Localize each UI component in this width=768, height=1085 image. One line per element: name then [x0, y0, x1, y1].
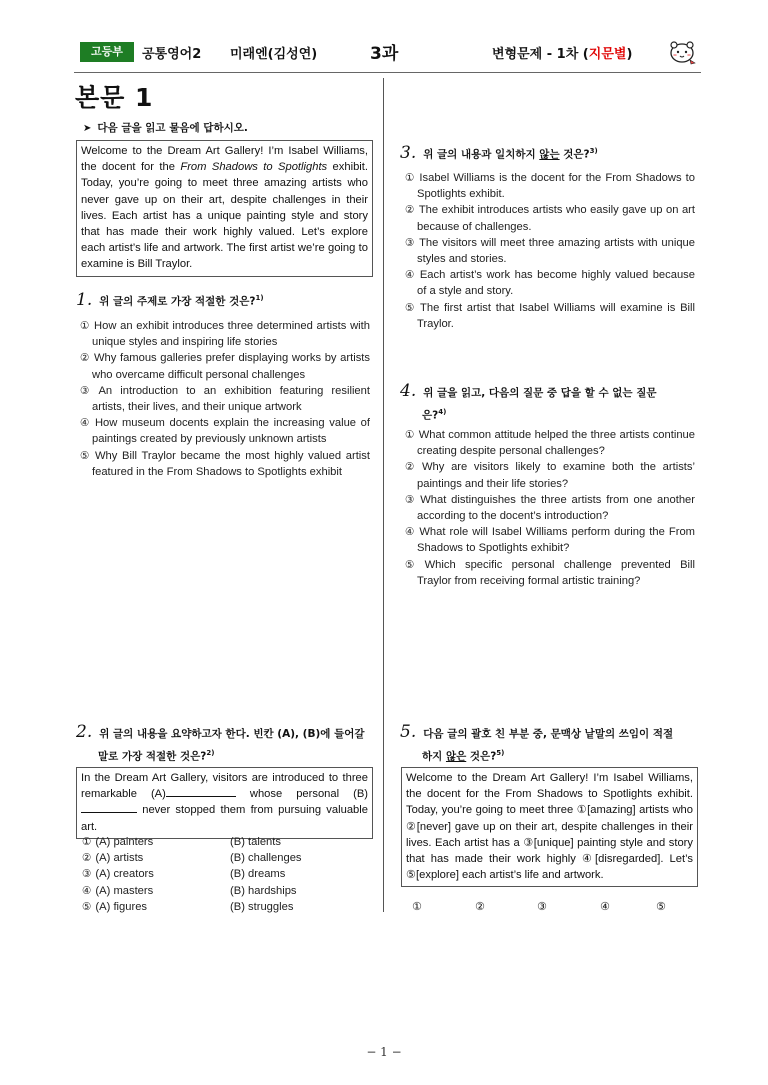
- lesson-label: 3과: [370, 44, 399, 64]
- subject-label: 공통영어2: [142, 47, 202, 62]
- option-text: Why are visitors likely to examine both the artists’ paintings and their life stories?: [417, 461, 695, 490]
- option-b: (B) struggles: [230, 900, 294, 913]
- question-5-footnote: 5): [496, 749, 505, 757]
- question-1-number: 1.: [76, 289, 93, 310]
- option-marker: ⑤: [405, 558, 421, 571]
- question-5-choices: [412, 900, 692, 916]
- option-text: Which specific personal challenge prevented Bill Traylor from receiving formal artistic training?: [417, 558, 695, 587]
- blank-b[interactable]: [81, 802, 137, 813]
- question-3-text-2: 것은?: [559, 148, 590, 161]
- choice-1[interactable]: ①: [412, 900, 422, 913]
- grade-badge: 고등부: [80, 42, 134, 62]
- option-marker: ②: [405, 204, 415, 217]
- option-text: An introduction to an exhibition featuring resilient artists, their lives, and their unique artwork: [92, 384, 370, 414]
- question-4-text-1: 위 글을 읽고, 다음의 질문 중 답을 할 수 없는 질문: [423, 387, 657, 399]
- summary-box: [76, 767, 373, 839]
- option-marker: ②: [82, 852, 92, 865]
- option-text: What common attitude helped the three artists continue creating despite personal challenges?: [417, 429, 696, 458]
- question-3-underlined: 않는: [539, 148, 560, 161]
- option-marker: ⑤: [80, 449, 91, 462]
- question-5-text-2: 하지: [422, 750, 446, 763]
- option-marker: ③: [82, 868, 92, 881]
- question-2-options: [82, 834, 372, 915]
- option[interactable]: [82, 834, 372, 850]
- option-text: Isabel Williams is the docent for the From Shadows to Spotlights exhibit.: [417, 172, 695, 201]
- choice-5[interactable]: ⑤: [656, 900, 666, 913]
- instruction: [83, 120, 248, 135]
- option[interactable]: [405, 557, 695, 589]
- option[interactable]: [82, 883, 372, 899]
- option-text: Why Bill Traylor became the most highly valued artist featured in the From Shadows to Spotlights exhibit: [92, 449, 370, 478]
- option-text: What role will Isabel Williams perform during the From Shadows to Spotlights exhibit?: [417, 526, 695, 555]
- question-1-options: [80, 318, 370, 480]
- question-5-text-1: 다음 글의 괄호 친 부분 중, 문맥상 낱말의 쓰임이 적절: [423, 728, 674, 740]
- page-header: [80, 38, 700, 68]
- option-marker: ④: [405, 269, 416, 282]
- question-2-number: 2.: [76, 722, 93, 742]
- question-4-text-2: 은?: [422, 409, 439, 422]
- option-b: (B) talents: [230, 836, 281, 848]
- question-4-heading: [400, 382, 700, 426]
- choice-3[interactable]: ③: [537, 900, 547, 913]
- option[interactable]: [80, 318, 370, 350]
- test-type-label: [492, 43, 632, 62]
- option-a-text: (A) figures: [95, 900, 148, 913]
- option-a: [82, 883, 153, 899]
- option[interactable]: [405, 492, 695, 524]
- option-a-text: (A) painters: [95, 836, 154, 848]
- option-marker: ④: [80, 417, 91, 430]
- mascot-icon: [668, 36, 696, 66]
- question-2-text-1: 위 글의 내용을 요약하고자 한다. 빈칸 (A), (B)에 들어갈: [99, 728, 365, 740]
- option-marker: ①: [405, 429, 415, 441]
- option[interactable]: [80, 383, 370, 415]
- option-text: How an exhibit introduces three determined artists with unique styles and inspiring life stories: [92, 320, 370, 349]
- page-number: − 1 −: [366, 1045, 402, 1059]
- question-5-underlined: 않은: [445, 750, 467, 763]
- blank-a[interactable]: [166, 786, 236, 797]
- option-marker: ③: [80, 384, 95, 397]
- option[interactable]: [405, 235, 695, 267]
- option[interactable]: [80, 415, 370, 447]
- summary-text-3: never stopped them from pursuing valuable art.: [81, 804, 368, 833]
- page-title: 본문 1: [75, 83, 154, 112]
- question-4-line-1: [400, 382, 700, 403]
- question-5-heading: [400, 723, 700, 767]
- option-a: [82, 899, 147, 915]
- question-4-line-2: [400, 403, 700, 426]
- option-marker: ③: [405, 236, 416, 249]
- option-text: What distinguishes the three artists from one another according to the docent’s introduction?: [417, 493, 695, 523]
- option-a: [82, 834, 153, 850]
- reading-passage: [76, 140, 373, 277]
- option[interactable]: [80, 350, 370, 382]
- question-4-options: [405, 427, 695, 589]
- question-3-text-1: 위 글의 내용과 일치하지: [423, 148, 540, 161]
- choice-4[interactable]: ④: [600, 900, 610, 913]
- option[interactable]: [80, 448, 370, 480]
- question-5-line-2: [400, 744, 700, 767]
- option-marker: ①: [80, 320, 91, 332]
- arrow-icon: ➤: [83, 123, 92, 134]
- option[interactable]: [405, 459, 695, 491]
- question-2-heading: [76, 723, 376, 767]
- option-text: The exhibit introduces artists who easily gave up on art because of challenges.: [417, 204, 695, 233]
- option-a-text: (A) masters: [95, 884, 154, 897]
- option[interactable]: [405, 267, 695, 299]
- option-text: The visitors will meet three amazing artists with unique styles and stories.: [417, 236, 695, 266]
- option-marker: ①: [405, 172, 416, 184]
- option[interactable]: [82, 850, 372, 866]
- choice-2[interactable]: ②: [475, 900, 485, 913]
- question-2-footnote: 2): [206, 749, 215, 757]
- question-2-text-2: 말로 가장 적절한 것은?: [98, 750, 207, 763]
- option[interactable]: [82, 866, 372, 882]
- option-text: How museum docents explain the increasing value of paintings created by previously unknown artists: [92, 417, 370, 446]
- option-b: (B) dreams: [230, 868, 286, 881]
- question-1-heading: [76, 289, 376, 312]
- question-5-line-1: [400, 723, 700, 744]
- question-4-footnote: 4): [438, 408, 447, 416]
- option[interactable]: [405, 170, 695, 202]
- question-3-options: [405, 170, 695, 332]
- option[interactable]: [82, 899, 372, 915]
- question-2-line-1: [76, 723, 376, 744]
- test-type-prefix: 변형문제 - 1차 (: [492, 47, 589, 62]
- column-divider: [383, 78, 384, 912]
- question-1-footnote: 1): [255, 294, 264, 302]
- option-text: The first artist that Isabel Williams will examine is Bill Traylor.: [417, 301, 695, 330]
- option-marker: ⑤: [405, 301, 417, 314]
- option-marker: ②: [80, 352, 90, 365]
- question-3-number: 3.: [400, 142, 417, 163]
- option-b: (B) challenges: [230, 852, 302, 865]
- option-marker: ③: [405, 493, 417, 506]
- passage-italic-title: From Shadows to Spotlights: [180, 161, 328, 174]
- summary-text-1: In the Dream Art Gallery, visitors are introduced to three remarkable (A): [81, 772, 368, 801]
- passage-text-2: exhibit. Today, you’re going to meet three amazing artists who never gave up on their art, despite challenges in their lives. Each artist has a unique painting style and story that has made their work highly valued. Let’s explore each artist’s life and artwork. The first artist we’re going to examine is Bill Traylor.: [81, 161, 369, 271]
- question-2-line-2: [76, 744, 376, 767]
- question-5-number: 5.: [400, 722, 417, 742]
- option-text: Why famous galleries prefer displaying works by artists who overcame difficult personal challenges: [92, 352, 370, 381]
- option[interactable]: [405, 202, 695, 234]
- instruction-text: 다음 글을 읽고 물음에 답하시오.: [97, 122, 248, 134]
- option[interactable]: [405, 427, 695, 459]
- question-3-heading: [400, 142, 700, 165]
- option-marker: ④: [405, 526, 416, 539]
- option-b: (B) hardships: [230, 884, 297, 897]
- passage-text-1: Welcome to the Dream Art Gallery! I’m Isabel Williams, the docent for the: [81, 145, 368, 174]
- summary-text-2: whose personal (B): [235, 788, 369, 801]
- question-3-footnote: 3): [589, 147, 598, 155]
- option-marker: ④: [82, 884, 92, 897]
- option[interactable]: [405, 524, 695, 556]
- question-5-text-3: 것은?: [466, 750, 497, 763]
- question-1-text: 위 글의 주제로 가장 적절한 것은?: [99, 295, 256, 308]
- option-a: [82, 866, 154, 882]
- option[interactable]: [405, 300, 695, 332]
- test-type-suffix: ): [626, 47, 633, 62]
- publisher-label: 미래엔(김성연): [230, 47, 318, 62]
- option-a: [82, 850, 143, 866]
- option-text: Each artist’s work has become highly valued because of a style and story.: [417, 269, 695, 298]
- option-marker: ②: [405, 461, 418, 474]
- header-divider: [74, 72, 701, 73]
- option-a-text: (A) creators: [95, 868, 154, 881]
- option-a-text: (A) artists: [95, 852, 144, 865]
- test-type-highlight: 지문별: [588, 47, 627, 62]
- question-5-passage: Welcome to the Dream Art Gallery! I’m Isabel Williams, the docent for the From Shadows to Spotlights exhibit. Today, you’re going to meet three ①[amazing] artists who ②[never] gave up on their art, despite challenges in their lives. Each artist has a ③[unique] painting style and story that has made their work highly ④[disregarded]. Let’s ⑤[explore] each artist’s life and artwork.: [401, 767, 698, 887]
- option-marker: ⑤: [82, 900, 92, 913]
- option-marker: ①: [82, 836, 92, 848]
- question-4-number: 4.: [400, 381, 417, 401]
